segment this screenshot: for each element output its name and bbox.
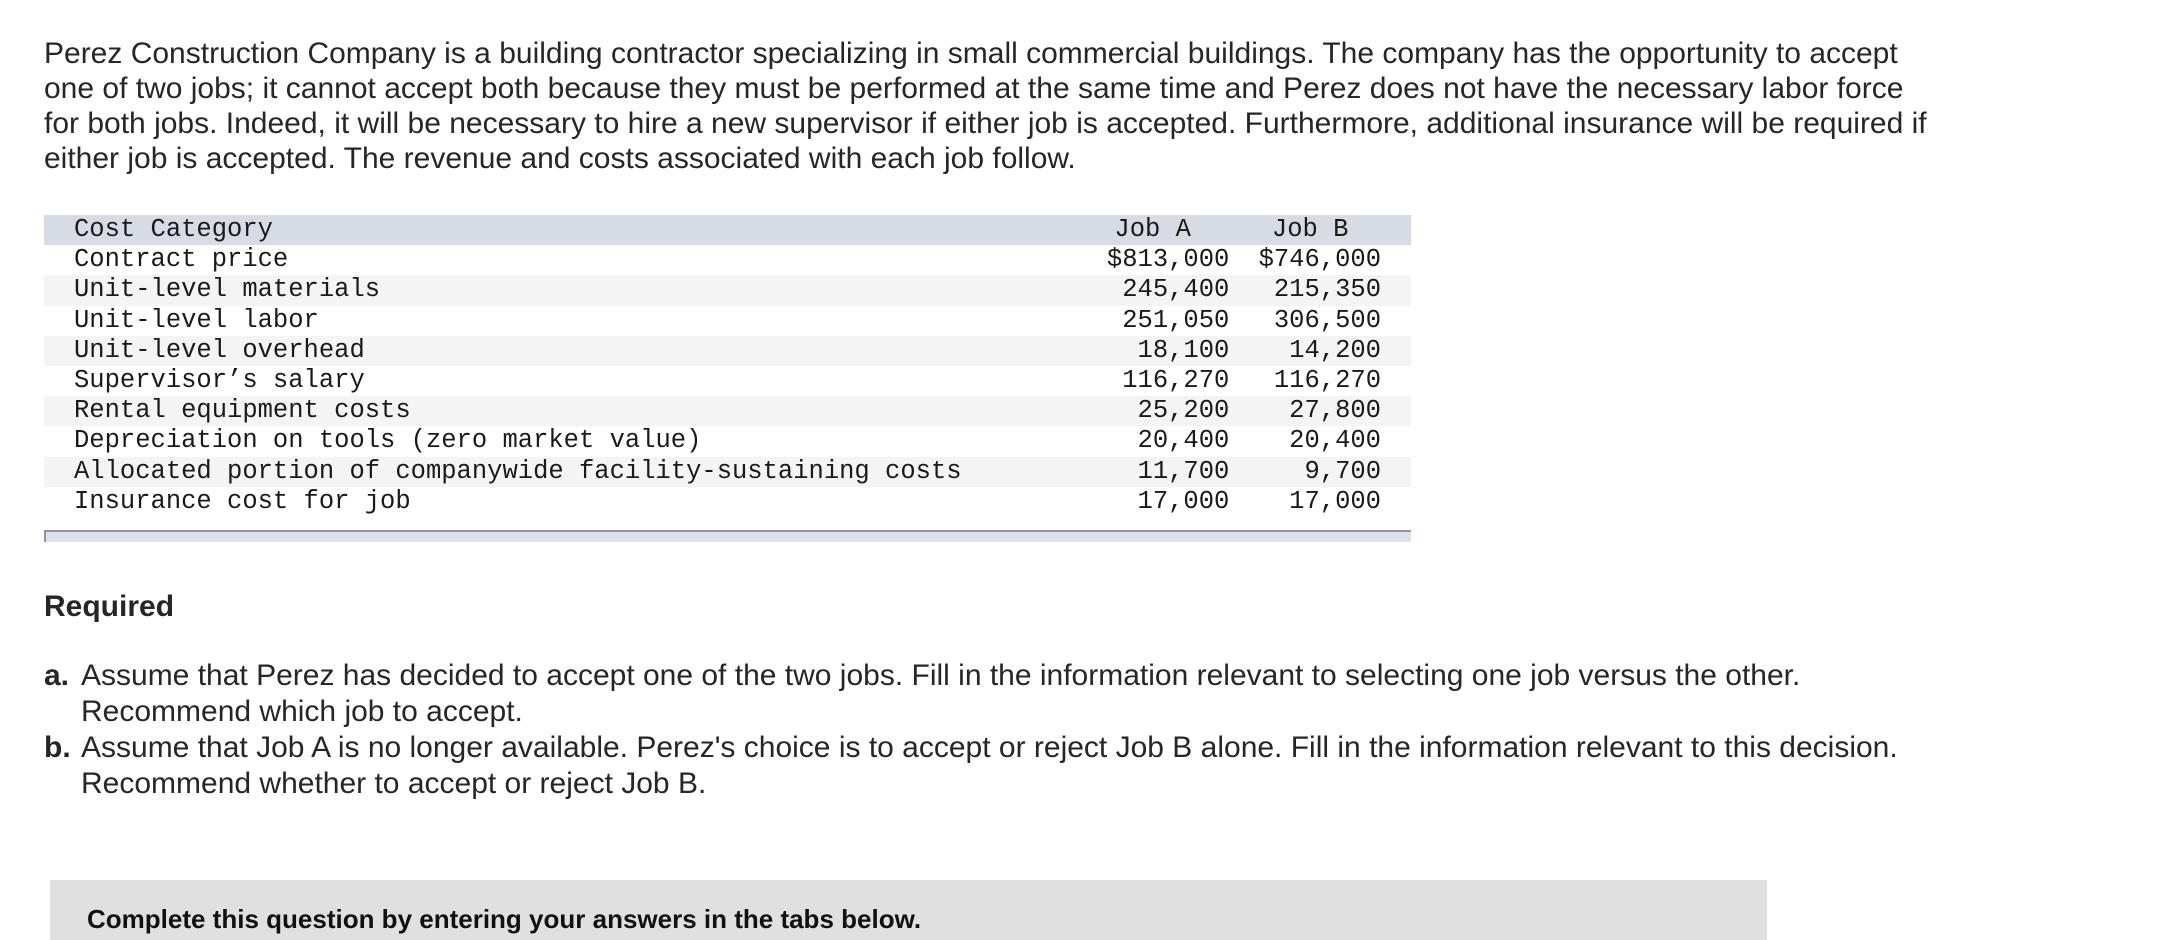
- row-job-b-value: 14,200: [1289, 335, 1381, 365]
- row-job-a-value: $813,000: [1106, 245, 1230, 275]
- row-job-b-value: 116,270: [1273, 366, 1381, 396]
- requirement-letter: b.: [44, 731, 71, 764]
- row-category: Unit-level materials: [74, 275, 381, 305]
- row-job-a-value: 18,100: [1137, 335, 1230, 365]
- table-row: [44, 275, 1411, 305]
- requirement-text: Assume that Perez has decided to accept one of the two jobs. Fill in the information relevant to selecting one job versus the other. Recommend which job to accept.: [81, 659, 1801, 728]
- row-job-b-value: $746,000: [1258, 245, 1381, 275]
- table-header-row: [44, 215, 1411, 245]
- table-row: [44, 306, 1411, 336]
- cost-table: [44, 215, 1411, 517]
- instructions-text: Complete this question by entering your answers in the tabs below.: [87, 904, 922, 934]
- header-job-b: Job B: [1271, 215, 1349, 245]
- requirement-item-a: [44, 658, 1944, 730]
- row-job-a-value: 245,400: [1122, 275, 1230, 305]
- row-job-a-value: 116,270: [1122, 366, 1230, 396]
- row-job-a-value: 25,200: [1137, 396, 1230, 426]
- header-cost-category: Cost Category: [74, 215, 273, 245]
- row-job-b-value: 306,500: [1273, 305, 1381, 335]
- row-job-b-value: 20,400: [1289, 426, 1381, 456]
- table-row: [44, 245, 1411, 275]
- row-category: Unit-level labor: [74, 305, 319, 335]
- row-job-b-value: 27,800: [1289, 396, 1381, 426]
- table-row: [44, 396, 1411, 426]
- row-category: Supervisor’s salary: [74, 366, 365, 396]
- table-row: [44, 336, 1411, 366]
- row-category: Allocated portion of companywide facility-sustaining costs: [74, 456, 962, 486]
- table-row: [44, 366, 1411, 396]
- row-category: Contract price: [74, 245, 289, 275]
- row-job-a-value: 20,400: [1137, 426, 1230, 456]
- row-job-b-value: 17,000: [1289, 486, 1381, 516]
- row-category: Depreciation on tools (zero market value): [74, 426, 702, 456]
- row-job-a-value: 17,000: [1137, 486, 1230, 516]
- requirements-list: [44, 658, 1944, 802]
- row-job-a-value: 11,700: [1137, 456, 1230, 486]
- header-job-a: Job A: [1114, 215, 1191, 245]
- row-category: Rental equipment costs: [74, 396, 411, 426]
- table-row: [44, 426, 1411, 456]
- table-row: [44, 487, 1411, 517]
- table-footer-bar: [44, 530, 1411, 542]
- required-heading: Required: [44, 590, 175, 623]
- requirement-letter: a.: [44, 659, 70, 692]
- row-job-a-value: 251,050: [1122, 305, 1230, 335]
- answer-tabs-panel: [50, 880, 1767, 940]
- requirement-text: Assume that Job A is no longer available. Perez's choice is to accept or reject Job B alone. Fill in the information relevant to this decision. Recommend whether to accept or reject Job B.: [81, 731, 1898, 800]
- row-category: Unit-level overhead: [74, 335, 365, 365]
- row-job-b-value: 215,350: [1273, 275, 1381, 305]
- row-job-b-value: 9,700: [1304, 456, 1381, 486]
- problem-description: Perez Construction Company is a building contractor specializing in small commercial buildings. The company has the opportunity to accept one of two jobs; it cannot accept both because they must be performed at the same time and Perez does not have the necessary labor force for both jobs. Indeed, it will be necessary to hire a new supervisor if either job is accepted. Furthermore, additional insurance will be required if either job is accepted. The revenue and costs associated with each job follow.: [44, 37, 1927, 175]
- row-category: Insurance cost for job: [74, 486, 411, 516]
- table-row: [44, 457, 1411, 487]
- requirement-item-b: [44, 730, 1944, 802]
